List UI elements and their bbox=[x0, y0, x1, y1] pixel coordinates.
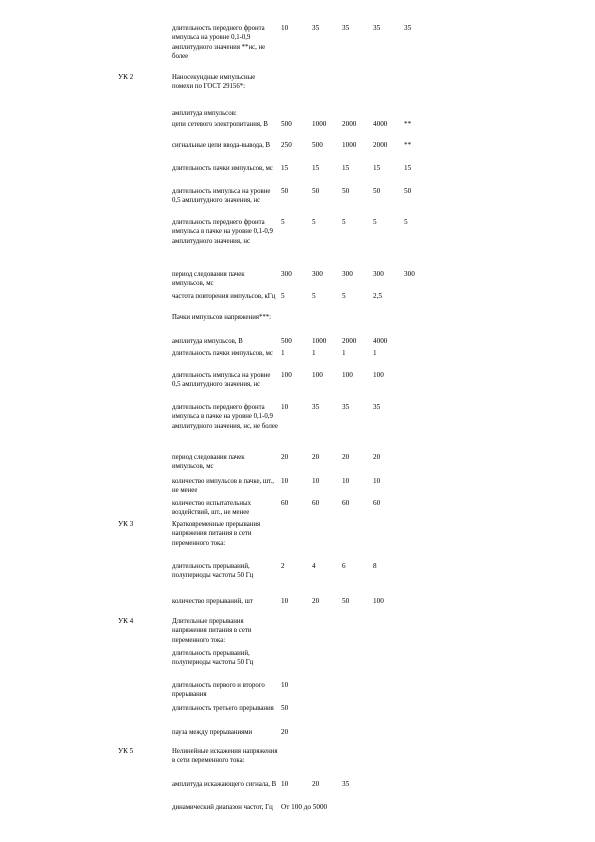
value-cell: 100 bbox=[373, 597, 384, 605]
value-cell: 4000 bbox=[373, 120, 388, 128]
row-description: период следования пачек импульсов, мс bbox=[172, 271, 245, 288]
value-cell: 15 bbox=[281, 164, 289, 172]
row-description: частота повторения импульсов, кГц bbox=[172, 293, 276, 300]
value-cell: 20 bbox=[281, 728, 289, 736]
value-cell: 300 bbox=[312, 270, 323, 278]
value-cell: ** bbox=[404, 141, 412, 149]
value-cell: 15 bbox=[404, 164, 412, 172]
value-cell: 1000 bbox=[342, 141, 357, 149]
value-cell: 1 bbox=[342, 349, 346, 357]
value-cell: 60 bbox=[281, 499, 289, 507]
value-cell: ** bbox=[404, 120, 412, 128]
row-description: длительность пачки импульсов, мс bbox=[172, 165, 273, 172]
row-description: количество импульсов в пачке, шт., не менее bbox=[172, 478, 274, 495]
value-cell: 5 bbox=[312, 292, 316, 300]
row-description: количество испытательных воздействий, шт., не менее bbox=[172, 500, 251, 517]
row-description: амплитуда искажающего сигнала, В bbox=[172, 781, 277, 788]
value-cell: 5 bbox=[281, 292, 285, 300]
value-cell: 1000 bbox=[312, 120, 327, 128]
value-cell: 20 bbox=[312, 597, 320, 605]
row-code: УК 3 bbox=[118, 520, 134, 528]
value-cell: 1 bbox=[312, 349, 316, 357]
value-cell: 50 bbox=[342, 187, 350, 195]
row-description: пауза между прерываниями bbox=[172, 729, 253, 736]
row-description: Пачки импульсов напряжения***: bbox=[172, 314, 272, 321]
value-cell: 300 bbox=[404, 270, 415, 278]
value-cell: 5 bbox=[342, 218, 346, 226]
row-description: амплитуда импульсов: bbox=[172, 110, 237, 117]
row-description: длительность прерываний, полупериоды частоты 50 Гц bbox=[172, 563, 254, 580]
value-cell: 50 bbox=[342, 597, 350, 605]
row-description: длительность первого и второго прерывания bbox=[172, 682, 265, 699]
value-cell: 60 bbox=[312, 499, 320, 507]
value-cell: 35 bbox=[373, 403, 381, 411]
value-cell: 100 bbox=[342, 371, 353, 379]
value-cell: 35 bbox=[342, 24, 350, 32]
row-description: длительность пачки импульсов, мс bbox=[172, 350, 273, 357]
row-description: длительность импульса на уровне 0,5 амплитудного значения, нс bbox=[172, 372, 271, 389]
row-description: динамический диапазон частот, Гц bbox=[172, 804, 273, 811]
value-cell: 10 bbox=[373, 477, 381, 485]
value-cell: 6 bbox=[342, 562, 346, 570]
value-cell: 60 bbox=[342, 499, 350, 507]
value-cell: 50 bbox=[373, 187, 381, 195]
value-cell: 10 bbox=[281, 24, 289, 32]
value-cell: 5 bbox=[342, 292, 346, 300]
value-cell: 100 bbox=[281, 371, 292, 379]
value-cell: 50 bbox=[281, 704, 289, 712]
value-cell: 20 bbox=[342, 453, 350, 461]
value-cell: 5 bbox=[281, 218, 285, 226]
value-cell: 2,5 bbox=[373, 292, 382, 300]
value-cell: 250 bbox=[281, 141, 292, 149]
value-cell: 50 bbox=[281, 187, 289, 195]
value-cell: 20 bbox=[312, 780, 320, 788]
value-cell: 300 bbox=[342, 270, 353, 278]
row-description: количество прерываний, шт bbox=[172, 598, 253, 605]
value-cell: 2000 bbox=[373, 141, 388, 149]
row-description: период следования пачек импульсов, мс bbox=[172, 454, 245, 471]
value-range-cell: От 100 до 5000 bbox=[281, 803, 328, 811]
value-cell: 4000 bbox=[373, 337, 388, 345]
value-cell: 35 bbox=[404, 24, 412, 32]
value-cell: 10 bbox=[342, 477, 350, 485]
value-cell: 10 bbox=[281, 597, 289, 605]
value-cell: 500 bbox=[281, 120, 292, 128]
row-code: УК 5 bbox=[118, 747, 134, 755]
row-description: Длительные прерывания напряжения питания в сети переменного тока: bbox=[172, 618, 252, 644]
value-cell: 2 bbox=[281, 562, 285, 570]
value-cell: 500 bbox=[281, 337, 292, 345]
value-cell: 60 bbox=[373, 499, 381, 507]
value-cell: 15 bbox=[312, 164, 320, 172]
row-description: длительность третьего прерывания bbox=[172, 705, 274, 712]
value-cell: 1 bbox=[373, 349, 377, 357]
value-cell: 1 bbox=[281, 349, 285, 357]
value-cell: 5 bbox=[312, 218, 316, 226]
row-description: Нелинейные искажения напряжения в сети переменного тока: bbox=[172, 748, 278, 765]
row-description: длительность переднего фронта импульса на уровне 0,1-0,9 амплитудного значения **нс, не более bbox=[172, 25, 266, 61]
value-cell: 5 bbox=[404, 218, 408, 226]
value-cell: 20 bbox=[281, 453, 289, 461]
value-cell: 2000 bbox=[342, 337, 357, 345]
value-cell: 15 bbox=[342, 164, 350, 172]
value-cell: 50 bbox=[312, 187, 320, 195]
row-description: длительность переднего фронта импульса в пачке на уровне 0,1-0,9 амплитудного значения, нс, не более bbox=[172, 404, 278, 430]
value-cell: 1000 bbox=[312, 337, 327, 345]
value-cell: 10 bbox=[281, 681, 289, 689]
row-description: сигнальные цепи ввода-вывода, В bbox=[172, 142, 271, 149]
value-cell: 35 bbox=[312, 403, 320, 411]
row-description: длительность переднего фронта импульса в пачке на уровне 0,1-0,9 амплитудного значения, нс bbox=[172, 219, 273, 245]
value-cell: 35 bbox=[342, 780, 350, 788]
value-cell: 2000 bbox=[342, 120, 357, 128]
value-cell: 100 bbox=[373, 371, 384, 379]
value-cell: 300 bbox=[281, 270, 292, 278]
value-cell: 4 bbox=[312, 562, 316, 570]
row-description: Кратковременные прерывания напряжения питания в сети переменного тока: bbox=[172, 521, 261, 547]
value-cell: 15 bbox=[373, 164, 381, 172]
value-cell: 10 bbox=[281, 780, 289, 788]
value-cell: 300 bbox=[373, 270, 384, 278]
value-cell: 50 bbox=[404, 187, 412, 195]
row-description: амплитуда импульсов, В bbox=[172, 338, 243, 345]
value-cell: 35 bbox=[373, 24, 381, 32]
row-code: УК 2 bbox=[118, 73, 134, 81]
row-description: длительность импульса на уровне 0,5 амплитудного значения, нс bbox=[172, 188, 271, 205]
value-cell: 20 bbox=[373, 453, 381, 461]
value-cell: 20 bbox=[312, 453, 320, 461]
row-code: УК 4 bbox=[118, 617, 134, 625]
row-description: длительность прерываний, полупериоды частоты 50 Гц bbox=[172, 650, 254, 667]
value-cell: 8 bbox=[373, 562, 377, 570]
row-description: Наносекундные импульсные помехи по ГОСТ 29156*: bbox=[172, 74, 256, 91]
value-cell: 100 bbox=[312, 371, 323, 379]
value-cell: 10 bbox=[281, 477, 289, 485]
value-cell: 500 bbox=[312, 141, 323, 149]
value-cell: 35 bbox=[312, 24, 320, 32]
value-cell: 10 bbox=[281, 403, 289, 411]
value-cell: 5 bbox=[373, 218, 377, 226]
row-description: цепи сетевого электропитания, В bbox=[172, 121, 268, 128]
value-cell: 35 bbox=[342, 403, 350, 411]
value-cell: 10 bbox=[312, 477, 320, 485]
